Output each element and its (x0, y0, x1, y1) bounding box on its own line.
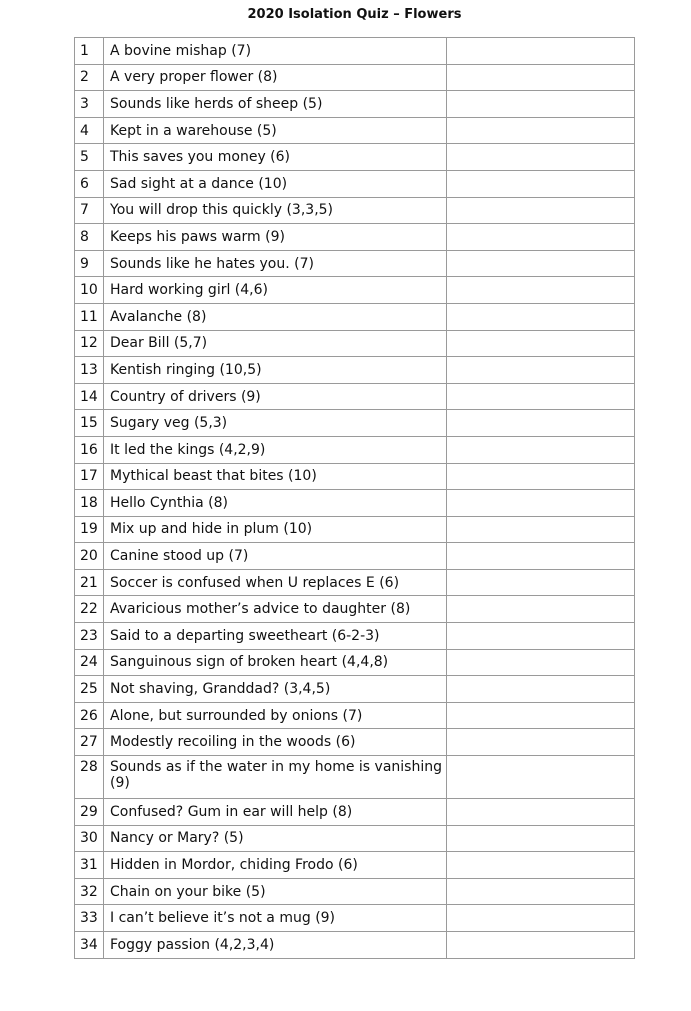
question-number: 30 (75, 825, 104, 852)
question-clue: Sounds like he hates you. (7) (104, 250, 447, 277)
answer-cell[interactable] (447, 463, 635, 490)
quiz-row (75, 676, 635, 703)
question-clue: Kentish ringing (10,5) (104, 357, 447, 384)
answer-cell[interactable] (447, 825, 635, 852)
quiz-row (75, 144, 635, 171)
question-clue: Sugary veg (5,3) (104, 410, 447, 437)
question-clue: Kept in a warehouse (5) (104, 117, 447, 144)
question-clue: Not shaving, Granddad? (3,4,5) (104, 676, 447, 703)
question-clue: Confused? Gum in ear will help (8) (104, 799, 447, 826)
answer-cell[interactable] (447, 436, 635, 463)
question-clue: Country of drivers (9) (104, 383, 447, 410)
question-number: 27 (75, 729, 104, 756)
question-clue: Sad sight at a dance (10) (104, 170, 447, 197)
answer-cell[interactable] (447, 799, 635, 826)
answer-cell[interactable] (447, 516, 635, 543)
quiz-row (75, 905, 635, 932)
answer-cell[interactable] (447, 596, 635, 623)
quiz-row (75, 596, 635, 623)
answer-cell[interactable] (447, 91, 635, 118)
answer-cell[interactable] (447, 170, 635, 197)
quiz-row (75, 197, 635, 224)
question-number: 11 (75, 303, 104, 330)
quiz-row (75, 878, 635, 905)
answer-cell[interactable] (447, 197, 635, 224)
answer-cell[interactable] (447, 729, 635, 756)
question-number: 14 (75, 383, 104, 410)
answer-cell[interactable] (447, 38, 635, 65)
question-clue: Mix up and hide in plum (10) (104, 516, 447, 543)
question-number: 2 (75, 64, 104, 91)
answer-cell[interactable] (447, 250, 635, 277)
question-clue: Hello Cynthia (8) (104, 490, 447, 517)
question-number: 23 (75, 623, 104, 650)
page-title: 2020 Isolation Quiz – Flowers (247, 7, 462, 22)
quiz-row (75, 117, 635, 144)
answer-cell[interactable] (447, 756, 635, 799)
question-number: 20 (75, 543, 104, 570)
answer-cell[interactable] (447, 676, 635, 703)
quiz-row (75, 516, 635, 543)
quiz-row (75, 756, 635, 799)
question-clue: Modestly recoiling in the woods (6) (104, 729, 447, 756)
quiz-row (75, 649, 635, 676)
answer-cell[interactable] (447, 144, 635, 171)
quiz-row (75, 825, 635, 852)
answer-cell[interactable] (447, 878, 635, 905)
question-number: 3 (75, 91, 104, 118)
question-number: 18 (75, 490, 104, 517)
question-number: 10 (75, 277, 104, 304)
answer-cell[interactable] (447, 702, 635, 729)
quiz-row (75, 330, 635, 357)
quiz-row (75, 729, 635, 756)
quiz-row (75, 64, 635, 91)
question-number: 16 (75, 436, 104, 463)
answer-cell[interactable] (447, 117, 635, 144)
question-number: 6 (75, 170, 104, 197)
question-clue: Chain on your bike (5) (104, 878, 447, 905)
answer-cell[interactable] (447, 303, 635, 330)
quiz-row (75, 932, 635, 959)
question-number: 9 (75, 250, 104, 277)
answer-cell[interactable] (447, 852, 635, 879)
question-clue: Said to a departing sweetheart (6-2-3) (104, 623, 447, 650)
question-number: 1 (75, 38, 104, 65)
answer-cell[interactable] (447, 905, 635, 932)
question-clue: This saves you money (6) (104, 144, 447, 171)
question-number: 24 (75, 649, 104, 676)
question-clue: Keeps his paws warm (9) (104, 224, 447, 251)
question-number: 34 (75, 932, 104, 959)
quiz-table (74, 37, 635, 959)
question-clue: Foggy passion (4,2,3,4) (104, 932, 447, 959)
question-clue: Soccer is confused when U replaces E (6) (104, 569, 447, 596)
question-clue: Mythical beast that bites (10) (104, 463, 447, 490)
question-number: 19 (75, 516, 104, 543)
answer-cell[interactable] (447, 543, 635, 570)
answer-cell[interactable] (447, 277, 635, 304)
question-clue: Sanguinous sign of broken heart (4,4,8) (104, 649, 447, 676)
question-number: 32 (75, 878, 104, 905)
answer-cell[interactable] (447, 330, 635, 357)
answer-cell[interactable] (447, 410, 635, 437)
question-number: 21 (75, 569, 104, 596)
question-number: 22 (75, 596, 104, 623)
quiz-table-body (75, 38, 635, 959)
quiz-row (75, 543, 635, 570)
answer-cell[interactable] (447, 64, 635, 91)
quiz-row (75, 383, 635, 410)
question-clue: A very proper flower (8) (104, 64, 447, 91)
question-clue: Avalanche (8) (104, 303, 447, 330)
answer-cell[interactable] (447, 490, 635, 517)
quiz-row (75, 38, 635, 65)
question-number: 31 (75, 852, 104, 879)
question-number: 26 (75, 702, 104, 729)
question-number: 29 (75, 799, 104, 826)
question-clue: Hard working girl (4,6) (104, 277, 447, 304)
quiz-row (75, 702, 635, 729)
question-number: 8 (75, 224, 104, 251)
quiz-row (75, 250, 635, 277)
question-clue: Alone, but surrounded by onions (7) (104, 702, 447, 729)
quiz-row (75, 277, 635, 304)
question-number: 25 (75, 676, 104, 703)
question-number: 5 (75, 144, 104, 171)
quiz-row (75, 224, 635, 251)
question-clue: Sounds like herds of sheep (5) (104, 91, 447, 118)
quiz-row (75, 91, 635, 118)
quiz-row (75, 436, 635, 463)
question-number: 4 (75, 117, 104, 144)
answer-cell[interactable] (447, 569, 635, 596)
quiz-row (75, 357, 635, 384)
question-clue: Dear Bill (5,7) (104, 330, 447, 357)
quiz-row (75, 852, 635, 879)
question-number: 33 (75, 905, 104, 932)
question-clue: A bovine mishap (7) (104, 38, 447, 65)
question-clue: Avaricious mother’s advice to daughter (8) (104, 596, 447, 623)
quiz-row (75, 569, 635, 596)
answer-cell[interactable] (447, 224, 635, 251)
answer-cell[interactable] (447, 357, 635, 384)
question-number: 12 (75, 330, 104, 357)
question-number: 7 (75, 197, 104, 224)
question-number: 17 (75, 463, 104, 490)
question-number: 28 (75, 756, 104, 799)
question-clue: It led the kings (4,2,9) (104, 436, 447, 463)
quiz-row (75, 463, 635, 490)
answer-cell[interactable] (447, 649, 635, 676)
question-clue: Canine stood up (7) (104, 543, 447, 570)
quiz-row (75, 490, 635, 517)
question-clue: I can’t believe it’s not a mug (9) (104, 905, 447, 932)
question-clue: You will drop this quickly (3,3,5) (104, 197, 447, 224)
answer-cell[interactable] (447, 932, 635, 959)
quiz-row (75, 410, 635, 437)
question-clue: Nancy or Mary? (5) (104, 825, 447, 852)
question-number: 15 (75, 410, 104, 437)
question-clue: Hidden in Mordor, chiding Frodo (6) (104, 852, 447, 879)
question-clue: Sounds as if the water in my home is vanishing (9) (104, 756, 447, 799)
quiz-row (75, 303, 635, 330)
question-number: 13 (75, 357, 104, 384)
quiz-row (75, 170, 635, 197)
quiz-row (75, 623, 635, 650)
answer-cell[interactable] (447, 383, 635, 410)
answer-cell[interactable] (447, 623, 635, 650)
quiz-row (75, 799, 635, 826)
